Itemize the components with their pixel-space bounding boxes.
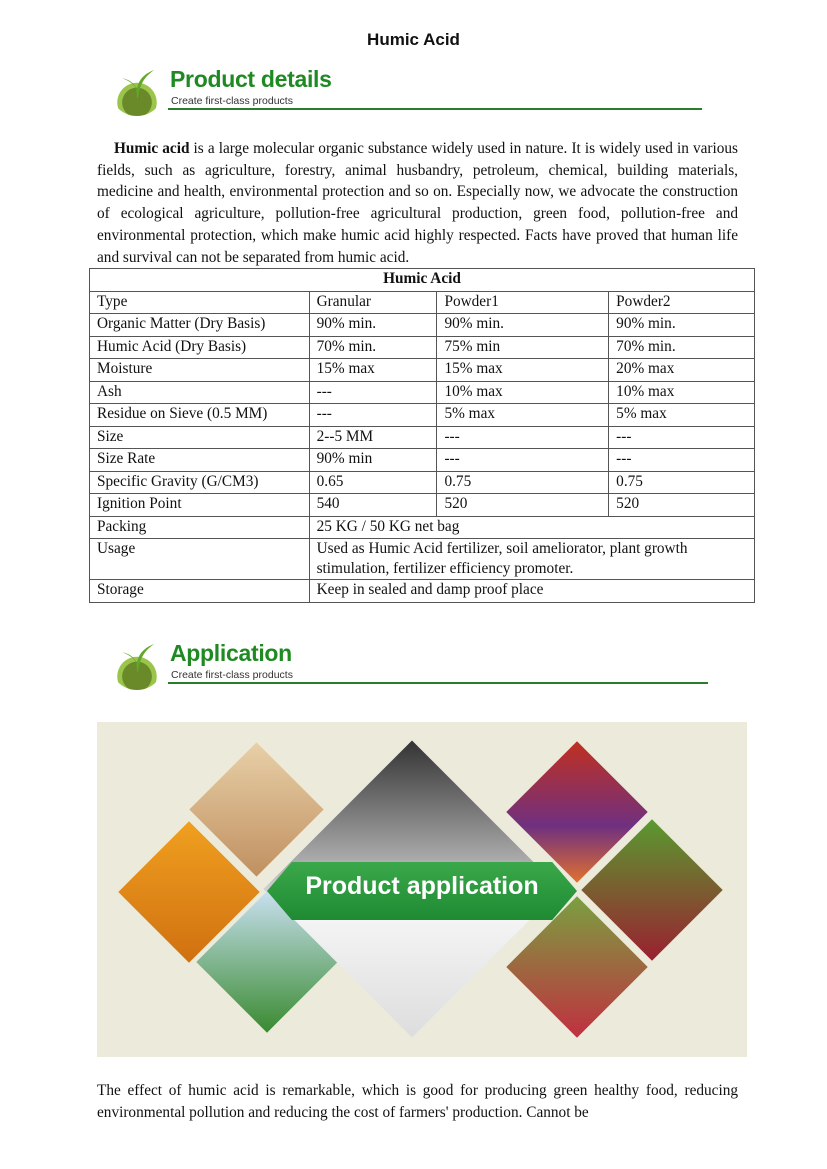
table-cell: 520	[437, 494, 609, 517]
table-row	[90, 580, 755, 603]
table-cell: 2--5 MM	[309, 426, 437, 449]
table-caption: Humic Acid	[90, 269, 755, 292]
table-cell: Keep in sealed and damp proof place	[309, 580, 754, 603]
section-subtitle: Create first-class products	[171, 95, 293, 107]
table-cell: 10% max	[437, 381, 609, 404]
intro-paragraph	[97, 138, 738, 268]
page-title: Humic Acid	[367, 30, 460, 49]
table-cell: Size Rate	[90, 449, 310, 472]
table-cell: Usage	[90, 539, 310, 580]
table-row	[90, 426, 755, 449]
table-row	[90, 494, 755, 517]
outro-paragraph: The effect of humic acid is remarkable, which is good for producing green healthy food, reducing environmental pollution and reducing the cost of farmers' production. Cannot be	[97, 1082, 738, 1121]
table-cell: 5% max	[609, 404, 755, 427]
table-cell: 540	[309, 494, 437, 517]
table-cell: Type	[90, 291, 310, 314]
table-cell: Ash	[90, 381, 310, 404]
table-cell: 90% min.	[309, 314, 437, 337]
table-cell: ---	[437, 426, 609, 449]
table-row	[90, 471, 755, 494]
application-banner	[110, 634, 710, 694]
table-cell: Used as Humic Acid fertilizer, soil ameliorator, plant growth stimulation, fertilizer efficiency promoter.	[309, 539, 754, 580]
table-cell: 15% max	[437, 359, 609, 382]
table-cell: 90% min	[309, 449, 437, 472]
table-row	[90, 404, 755, 427]
divider	[168, 682, 708, 684]
table-row	[90, 359, 755, 382]
product-details-banner	[110, 60, 710, 120]
section-subtitle: Create first-class products	[171, 669, 293, 681]
photo-banner-text: Product application	[305, 872, 539, 900]
spec-table	[89, 268, 755, 603]
intro-text: is a large molecular organic substance widely used in nature. It is widely used in various fields, such as agriculture, forestry, animal husbandry, petroleum, chemical, building materials, medicine and health, environmental protection and so on. Especially now, we advocate the construction of ecological agriculture, pollution-free agricultural production, green food, pollution-free and environmental protection, which make humic acid highly respected. Facts have proved that human life and survival can not be separated from humic acid.	[97, 140, 738, 266]
table-row	[90, 381, 755, 404]
table-cell: 70% min.	[309, 336, 437, 359]
table-cell: 10% max	[609, 381, 755, 404]
product-application-image	[97, 722, 747, 1057]
table-cell: 0.75	[609, 471, 755, 494]
table-row	[90, 291, 755, 314]
table-cell: Size	[90, 426, 310, 449]
table-cell: 0.65	[309, 471, 437, 494]
table-row	[90, 449, 755, 472]
table-cell: Powder2	[609, 291, 755, 314]
sprout-logo-icon	[110, 636, 164, 690]
table-cell: 70% min.	[609, 336, 755, 359]
table-cell: 25 KG / 50 KG net bag	[309, 516, 754, 539]
table-cell: 20% max	[609, 359, 755, 382]
table-cell: ---	[309, 404, 437, 427]
table-cell: Powder1	[437, 291, 609, 314]
intro-bold: Humic acid	[114, 140, 190, 157]
table-cell: Organic Matter (Dry Basis)	[90, 314, 310, 337]
table-cell: Residue on Sieve (0.5 MM)	[90, 404, 310, 427]
table-cell: 520	[609, 494, 755, 517]
table-cell: 75% min	[437, 336, 609, 359]
table-cell: 90% min.	[609, 314, 755, 337]
table-cell: 0.75	[437, 471, 609, 494]
table-cell: 5% max	[437, 404, 609, 427]
table-cell: Storage	[90, 580, 310, 603]
table-cell: Humic Acid (Dry Basis)	[90, 336, 310, 359]
section-heading: Product details	[170, 66, 332, 92]
sprout-logo-icon	[110, 62, 164, 116]
table-cell: Specific Gravity (G/CM3)	[90, 471, 310, 494]
table-cell: ---	[437, 449, 609, 472]
table-cell: 15% max	[309, 359, 437, 382]
table-cell: 90% min.	[437, 314, 609, 337]
table-row	[90, 516, 755, 539]
table-cell: Packing	[90, 516, 310, 539]
section-heading: Application	[170, 640, 292, 666]
divider	[168, 108, 702, 110]
table-row	[90, 314, 755, 337]
table-cell: ---	[309, 381, 437, 404]
table-row	[90, 539, 755, 580]
table-cell: ---	[609, 449, 755, 472]
table-cell: ---	[609, 426, 755, 449]
table-cell: Granular	[309, 291, 437, 314]
table-row	[90, 336, 755, 359]
table-cell: Moisture	[90, 359, 310, 382]
table-cell: Ignition Point	[90, 494, 310, 517]
